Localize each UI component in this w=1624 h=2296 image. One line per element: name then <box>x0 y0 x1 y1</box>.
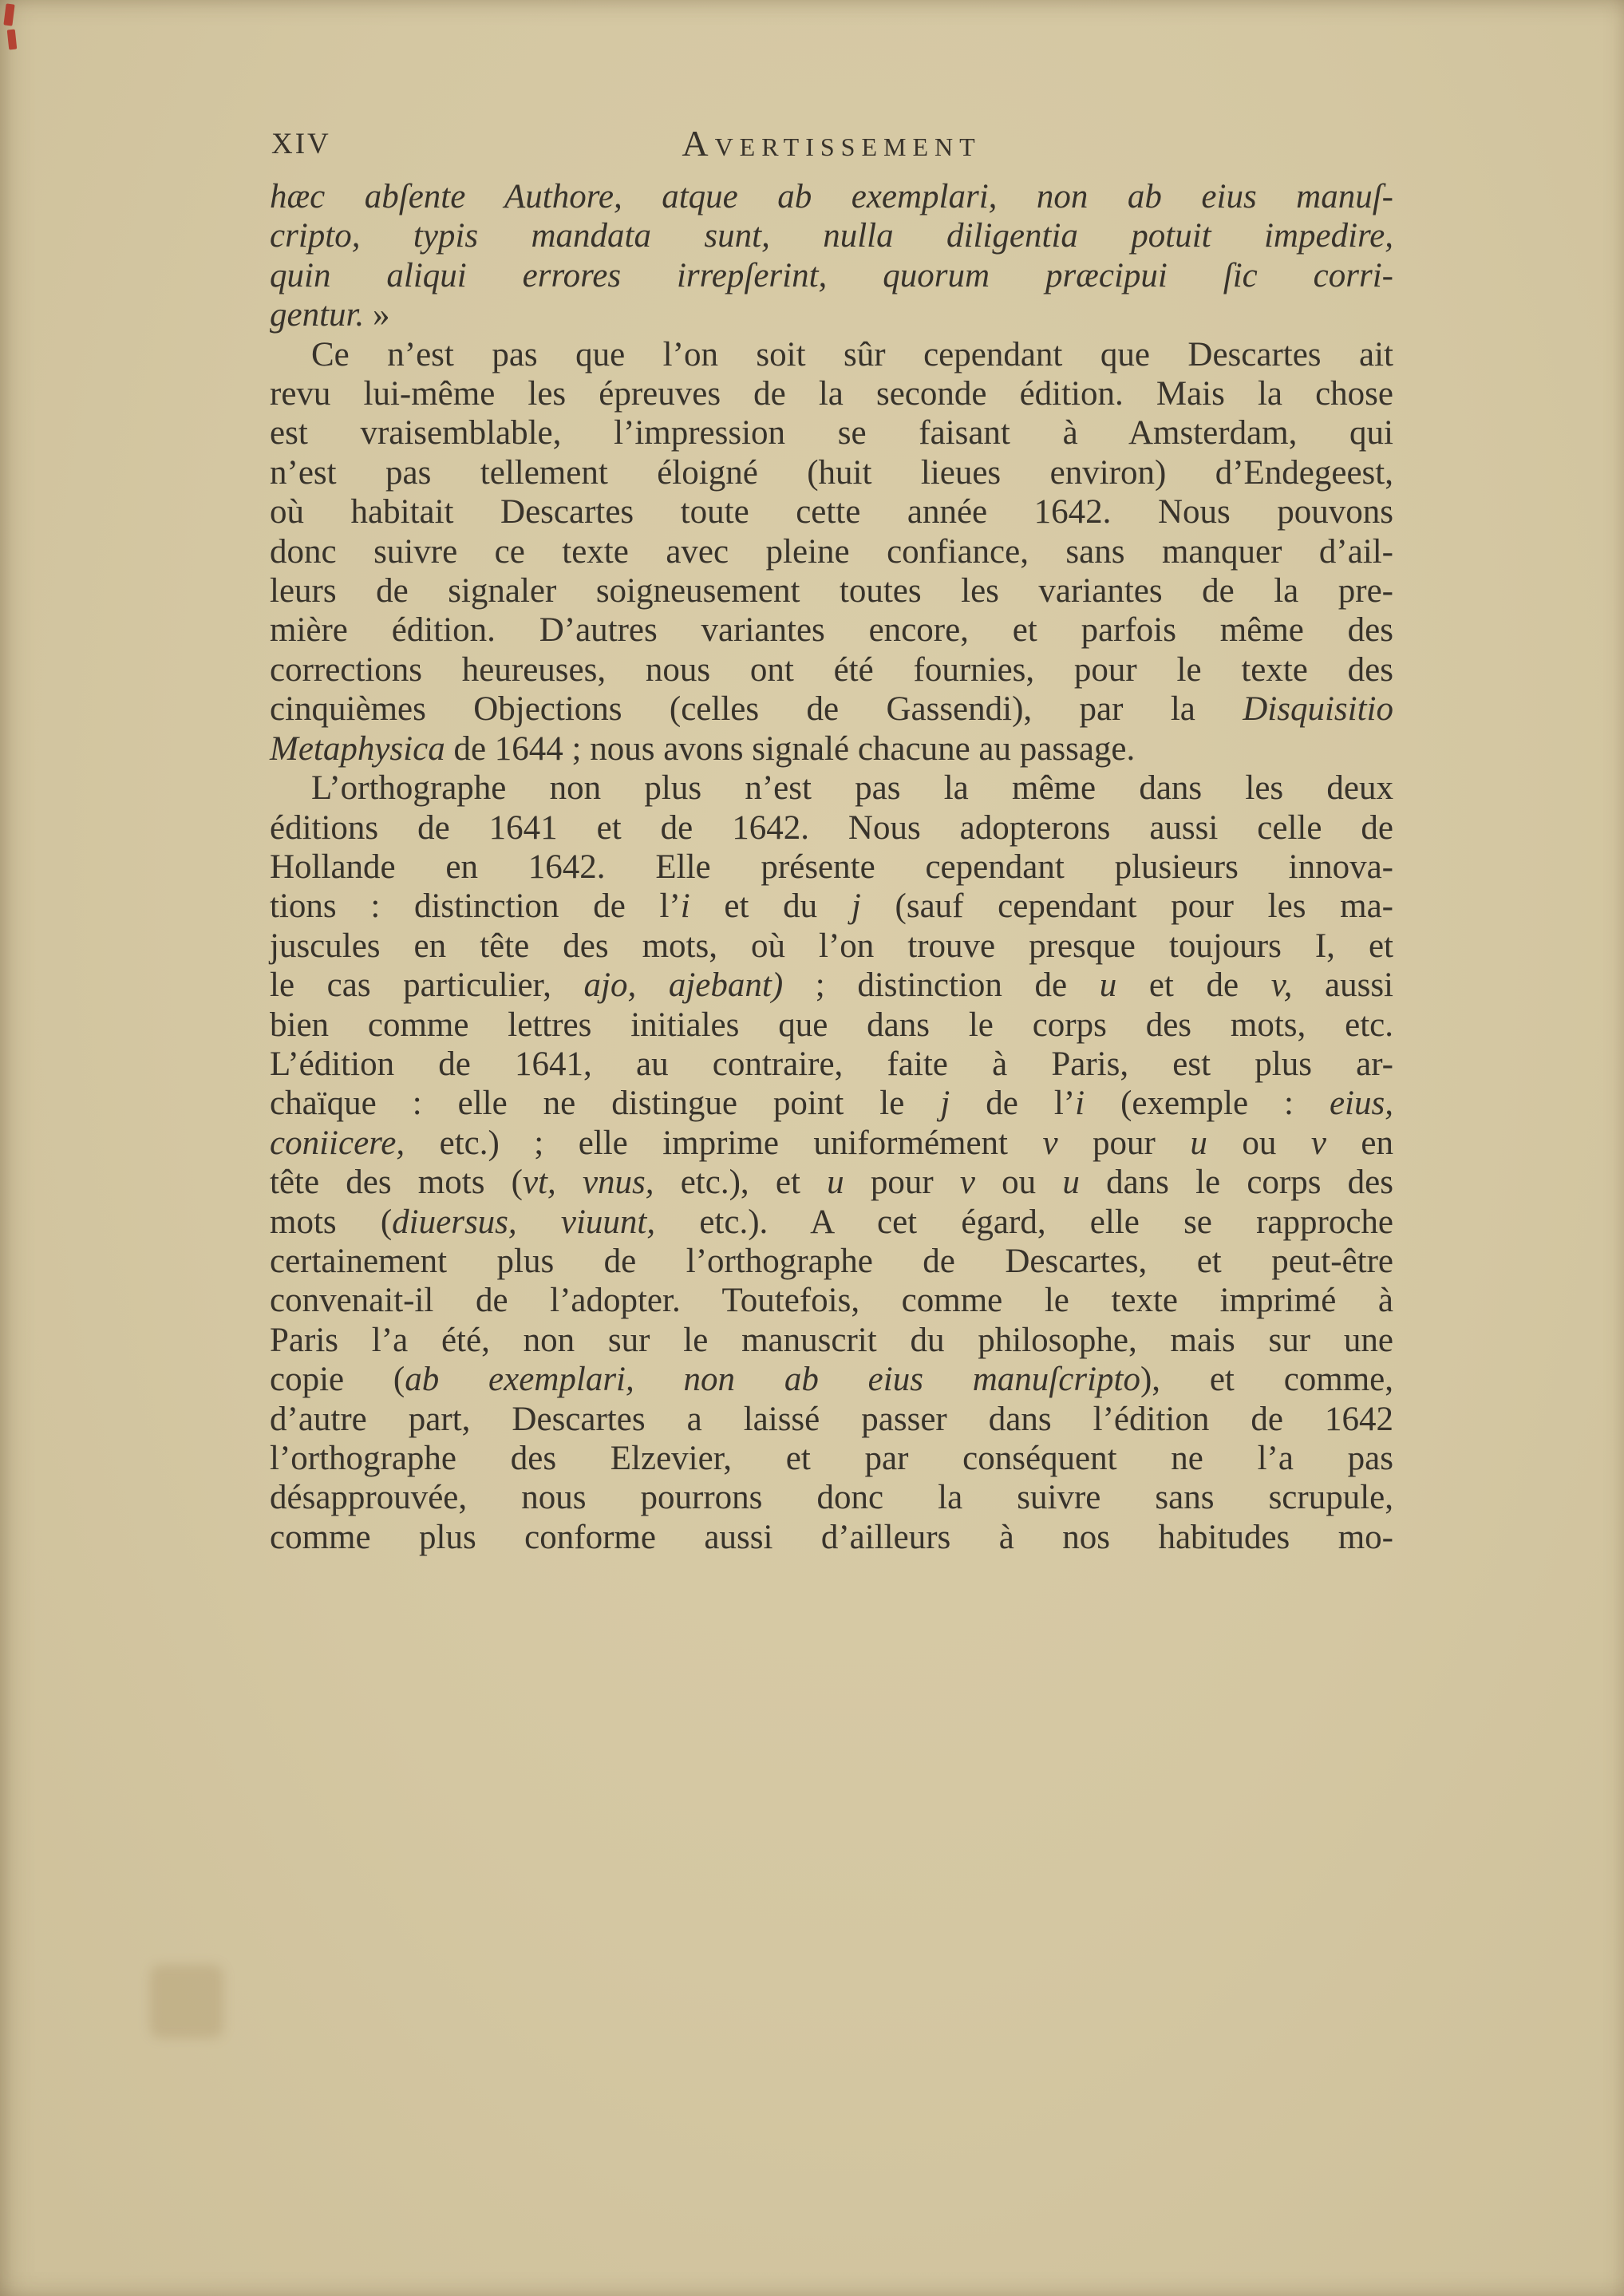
text-segment: corrections heureuses, nous ont été fournies, pour le texte des <box>270 650 1393 689</box>
text-line <box>270 769 1393 808</box>
text-line <box>270 611 1393 650</box>
text-line <box>270 650 1393 690</box>
text-segment: pour <box>844 1164 960 1202</box>
text-segment: Hollande en 1642. Elle présente cependant plusieurs innova- <box>270 848 1393 886</box>
text-line <box>270 848 1393 887</box>
italic-text-segment: vt, vnus, <box>522 1164 654 1202</box>
text-line <box>270 492 1393 532</box>
text-line <box>270 966 1393 1005</box>
italic-text-segment: u <box>1099 966 1117 1005</box>
italic-text-segment: eius, <box>1329 1085 1393 1123</box>
scan-red-mark <box>7 30 18 50</box>
running-title: Avertissement <box>682 123 982 164</box>
text-line <box>270 335 1393 374</box>
text-line <box>270 887 1393 926</box>
page-header <box>270 120 1393 166</box>
text-segment: (sauf cependant pour les ma- <box>860 887 1394 926</box>
text-line <box>270 413 1393 452</box>
italic-text-segment: Disquisitio <box>1243 690 1393 729</box>
text-line <box>270 374 1393 413</box>
text-line <box>270 690 1393 729</box>
text-segment: d’autre part, Descartes a laissé passer dans l’édition de 1642 <box>270 1400 1393 1438</box>
text-line <box>270 532 1393 571</box>
text-segment: de 1644 ; nous avons signalé chacune au passage. <box>445 729 1136 768</box>
text-segment: et du <box>690 887 852 926</box>
text-segment: etc.), et <box>654 1164 828 1202</box>
text-segment: certainement plus de l’orthographe de Descartes, et peut-être <box>270 1242 1393 1280</box>
text-segment: tions : distinction de l’ <box>270 887 681 926</box>
text-block <box>270 177 1393 1557</box>
text-segment: ou <box>974 1164 1063 1202</box>
text-segment: cinquièmes Objections (celles de Gassendi), par la <box>270 690 1243 729</box>
text-segment: etc.). A cet égard, elle se rapproche <box>655 1203 1393 1241</box>
text-line <box>270 1518 1393 1557</box>
text-segment: Ce n’est pas que l’on soit sûr cependant que Descartes ait <box>311 335 1393 373</box>
text-segment: dans le corps des <box>1079 1164 1393 1202</box>
italic-text-segment: diuersus, viuunt, <box>392 1203 656 1241</box>
text-line <box>270 256 1393 295</box>
text-segment: bien comme lettres initiales que dans le corps des mots, etc. <box>270 1006 1393 1044</box>
text-segment: éditions de 1641 et de 1642. Nous adopterons aussi celle de <box>270 808 1393 847</box>
text-line <box>270 295 1393 334</box>
italic-text-segment: Metaphysica <box>270 729 445 768</box>
paragraph <box>270 177 1393 335</box>
text-segment: ; distinction de <box>783 966 1100 1005</box>
text-segment: (exemple : <box>1085 1085 1330 1123</box>
text-segment: aussi <box>1292 966 1393 1005</box>
text-segment: mière édition. D’autres variantes encore, et parfois même des <box>270 611 1393 650</box>
paper-stain <box>150 1965 223 2038</box>
text-line <box>270 1203 1393 1242</box>
italic-text-segment: ajo, ajebant) <box>583 966 784 1005</box>
text-segment: le cas particulier, <box>270 966 584 1005</box>
paragraph <box>270 335 1393 769</box>
text-segment: comme plus conforme aussi d’ailleurs à nos habitudes mo- <box>270 1518 1393 1556</box>
text-segment: chaïque : elle ne distingue point le <box>270 1085 941 1123</box>
page-content <box>270 120 1393 1557</box>
italic-text-segment: hæc abſente Authore, atque ab exemplari, non ab eius manuſ- <box>270 178 1393 215</box>
text-line <box>270 453 1393 492</box>
text-segment: en <box>1326 1124 1393 1162</box>
italic-text-segment: j <box>940 1085 950 1123</box>
italic-text-segment: v <box>1042 1124 1058 1162</box>
text-line <box>270 1360 1393 1399</box>
text-line <box>270 1439 1393 1478</box>
italic-text-segment: j <box>851 887 861 926</box>
text-segment: ou <box>1207 1124 1311 1162</box>
text-line <box>270 1124 1393 1163</box>
italic-text-segment: coniicere, <box>270 1124 405 1162</box>
text-line <box>270 1281 1393 1320</box>
text-line <box>270 729 1393 769</box>
text-segment: L’édition de 1641, au contraire, faite à Paris, est plus ar- <box>270 1045 1393 1083</box>
text-line <box>270 1242 1393 1281</box>
italic-text-segment: i <box>1075 1085 1085 1123</box>
paragraph <box>270 769 1393 1557</box>
text-segment: » <box>373 296 390 334</box>
text-line <box>270 571 1393 611</box>
text-segment: tête des mots ( <box>270 1164 523 1202</box>
italic-text-segment: gentur. <box>270 296 373 334</box>
text-line <box>270 808 1393 848</box>
text-segment: L’orthographe non plus n’est pas la même dans les deux <box>311 769 1393 808</box>
text-line <box>270 177 1393 216</box>
italic-text-segment: v, <box>1270 966 1293 1005</box>
text-segment: leurs de signaler soigneusement toutes les variantes de la pre- <box>270 572 1393 611</box>
scan-red-mark <box>3 3 14 26</box>
page-number: XIV <box>271 128 331 160</box>
text-line <box>270 1084 1393 1123</box>
italic-text-segment: v <box>1310 1124 1326 1162</box>
italic-text-segment: cripto, typis mandata sunt, nulla diligentia potuit impedire, <box>270 217 1393 255</box>
text-segment: pour <box>1057 1124 1191 1162</box>
text-line <box>270 216 1393 255</box>
text-segment: de l’ <box>950 1085 1076 1123</box>
text-line <box>270 1321 1393 1360</box>
text-segment: l’orthographe des Elzevier, et par conséquent ne l’a pas <box>270 1440 1393 1477</box>
text-segment: désapprouvée, nous pourrons donc la suivre sans scrupule, <box>270 1479 1393 1517</box>
text-segment: et de <box>1116 966 1271 1005</box>
text-segment: ), et comme, <box>1140 1361 1394 1399</box>
text-segment: convenait-il de l’adopter. Toutefois, comme le texte imprimé à <box>270 1282 1393 1320</box>
text-segment: mots ( <box>270 1203 393 1241</box>
italic-text-segment: quin aliqui errores irrepſerint, quorum præcipui ſic corri- <box>270 256 1393 294</box>
text-line <box>270 1163 1393 1202</box>
italic-text-segment: u <box>1190 1124 1207 1162</box>
text-line <box>270 1045 1393 1084</box>
text-segment: revu lui-même les épreuves de la seconde édition. Mais la chose <box>270 375 1393 413</box>
text-segment: où habitait Descartes toute cette année 1642. Nous pouvons <box>270 493 1393 532</box>
text-segment: donc suivre ce texte avec pleine confiance, sans manquer d’ail- <box>270 532 1393 571</box>
text-segment: etc.) ; elle imprime uniformément <box>405 1124 1043 1162</box>
italic-text-segment: ab exemplari, non ab eius manuſcripto <box>405 1361 1140 1399</box>
italic-text-segment: i <box>680 887 690 926</box>
text-segment: copie ( <box>270 1361 405 1399</box>
text-line <box>270 927 1393 966</box>
text-segment: est vraisemblable, l’impression se faisant à Amsterdam, qui <box>270 414 1393 452</box>
text-line <box>270 1006 1393 1045</box>
italic-text-segment: v <box>959 1164 975 1202</box>
text-line <box>270 1400 1393 1439</box>
text-line <box>270 1478 1393 1517</box>
text-segment: Paris l’a été, non sur le manuscrit du philosophe, mais sur une <box>270 1321 1393 1359</box>
italic-text-segment: u <box>1062 1164 1080 1202</box>
italic-text-segment: u <box>827 1164 844 1202</box>
text-segment: juscules en tête des mots, où l’on trouve presque toujours I, et <box>270 927 1393 965</box>
text-segment: n’est pas tellement éloigné (huit lieues environ) d’Endegeest, <box>270 453 1393 492</box>
